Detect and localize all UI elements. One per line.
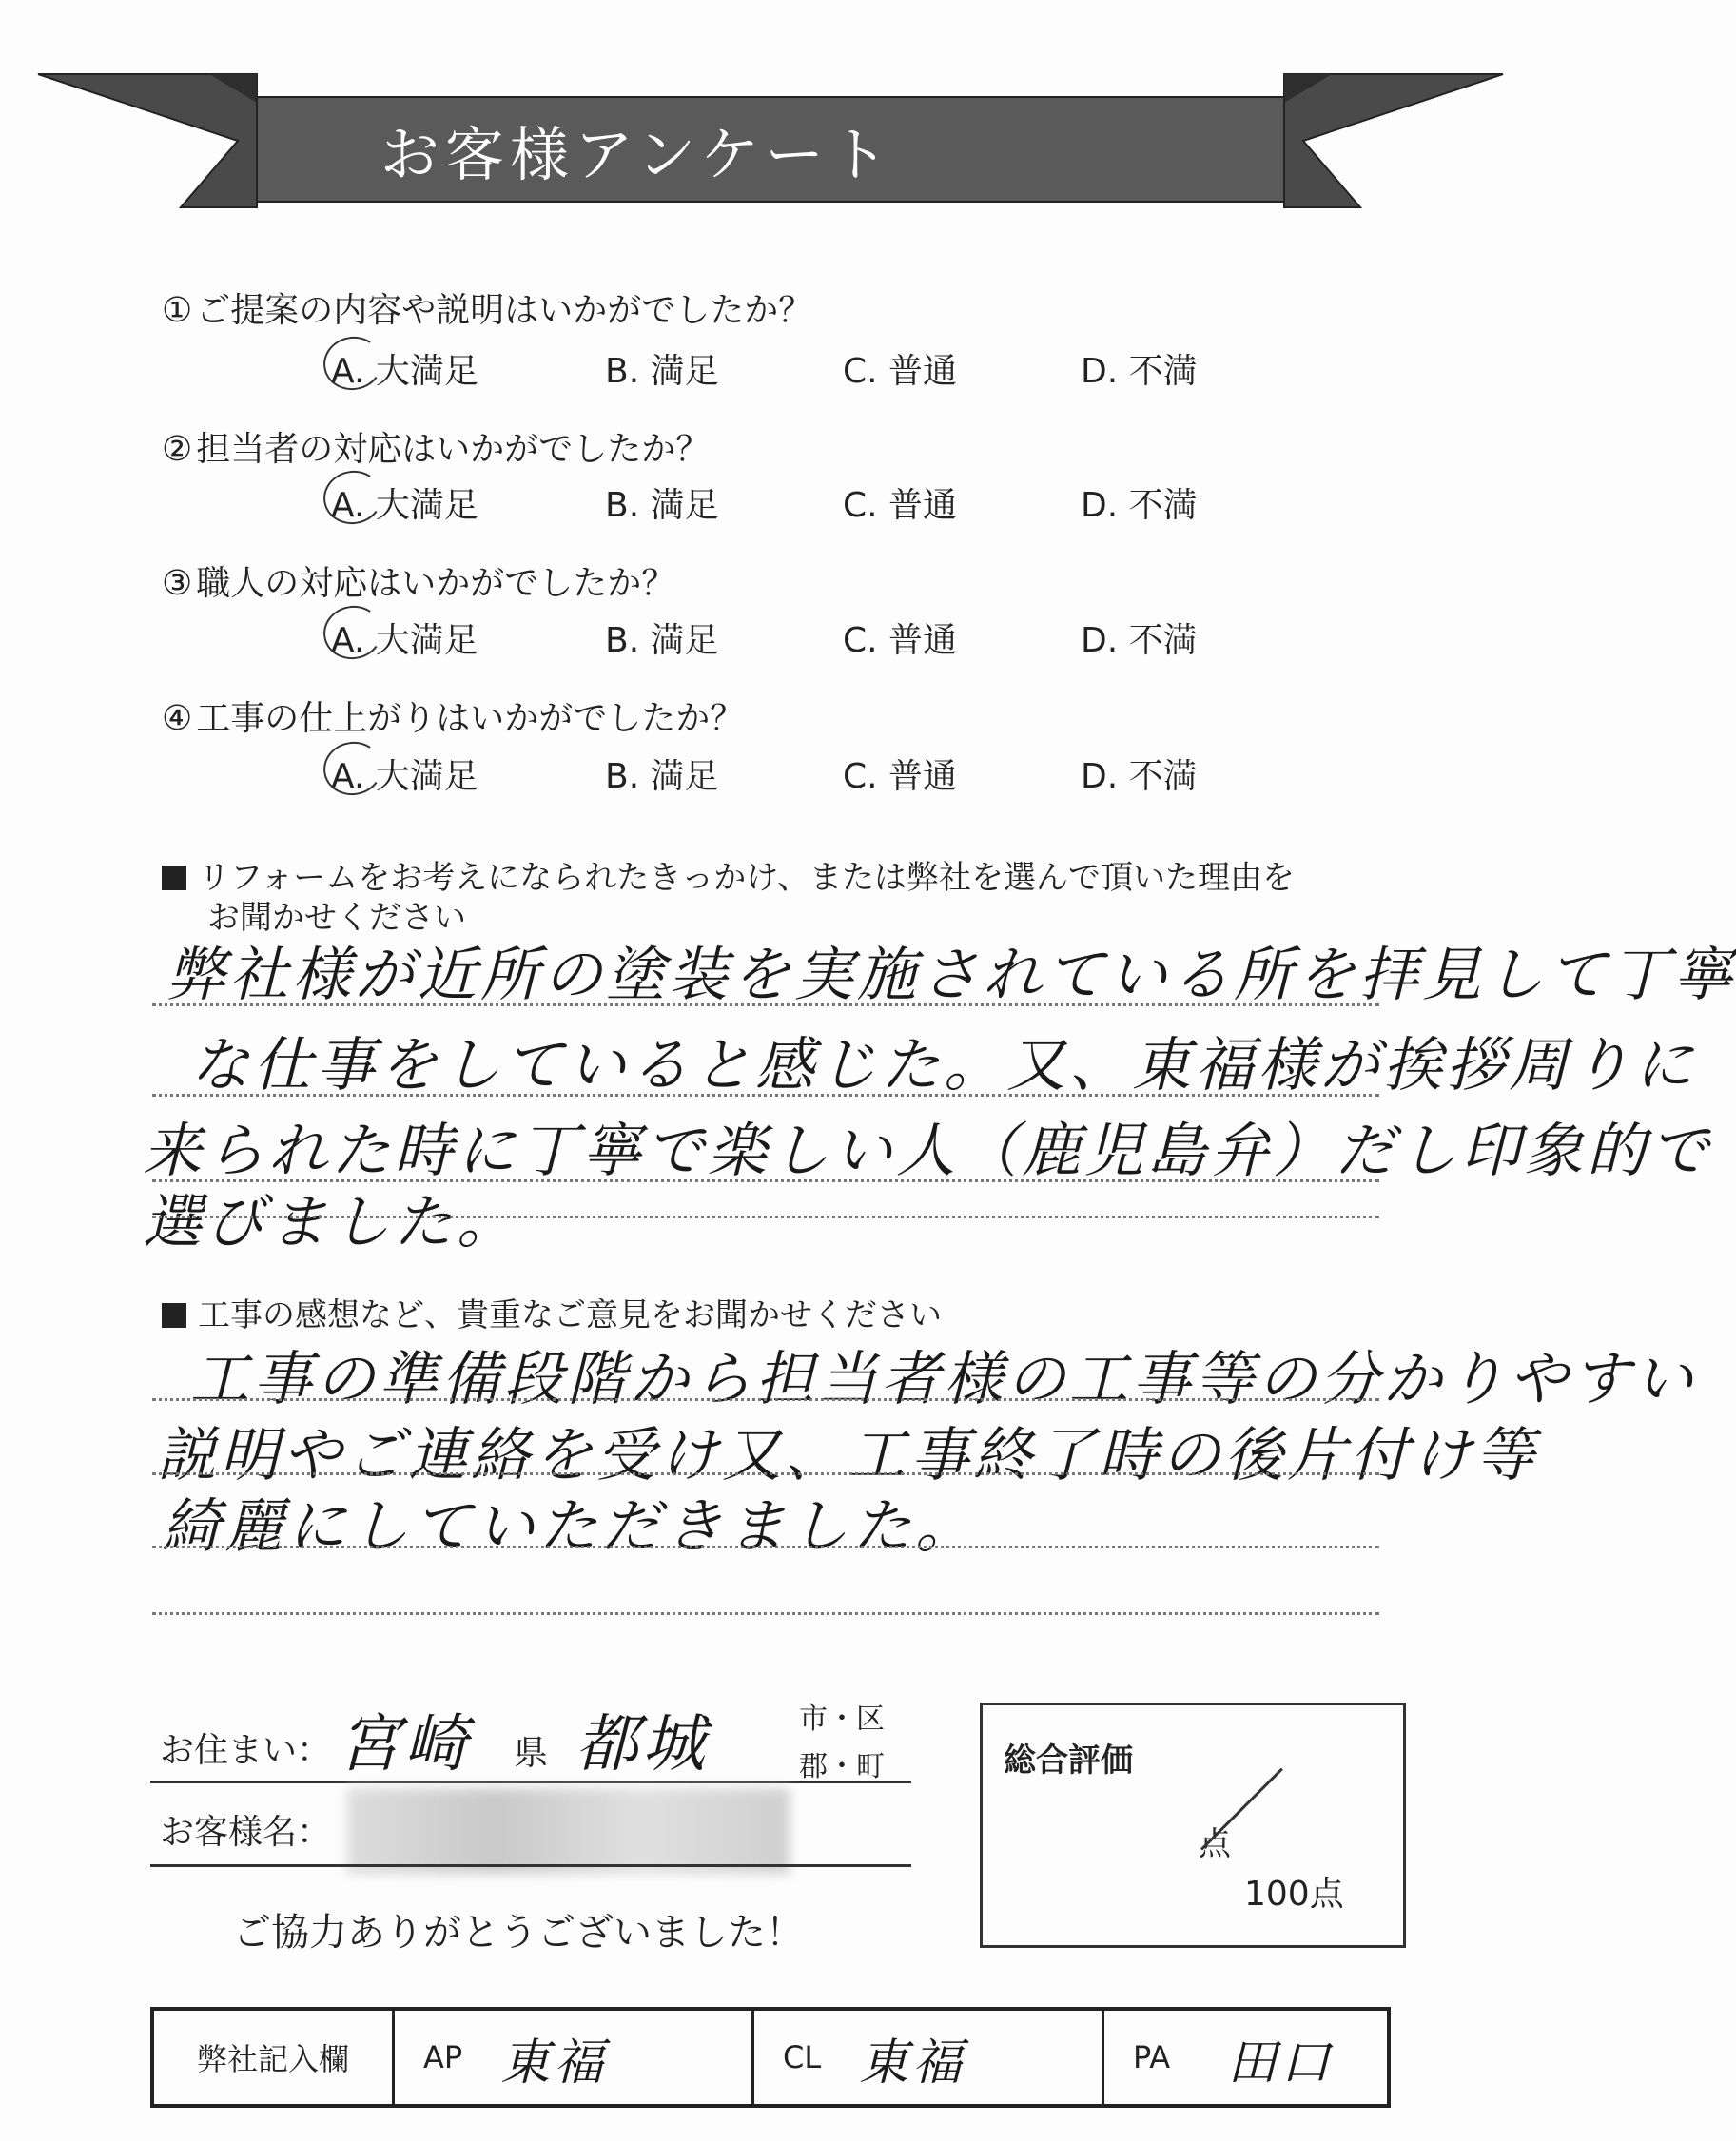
option-d[interactable]: D. 不満: [1081, 621, 1198, 660]
question-3: ③ 職人の対応はいかがでしたか？: [162, 564, 676, 603]
ruled-line: [152, 1216, 1379, 1218]
option-d[interactable]: D. 不満: [1081, 486, 1198, 525]
ruled-line: [152, 1003, 1379, 1006]
underline: [150, 1864, 911, 1867]
answer-2-line-1[interactable]: 工事の準備段階から担当者様の工事等の分かりやすい: [190, 1344, 1698, 1413]
option-c[interactable]: C. 普通: [843, 621, 958, 660]
score-max: 100点: [1244, 1875, 1344, 1914]
slash-divider: [1200, 1768, 1283, 1851]
option-b[interactable]: B. 満足: [605, 352, 719, 391]
ruled-line: [152, 1094, 1379, 1097]
answer-1-line-2[interactable]: な仕事をしていると感じた。又、東福様が挨拶周りに: [190, 1030, 1698, 1100]
city-value[interactable]: 都城: [575, 1707, 709, 1781]
redacted-name: [347, 1788, 790, 1874]
option-a-selected[interactable]: A. 大満足: [331, 344, 478, 393]
thanks-message: ご協力ありがとうございました！: [233, 1911, 804, 1955]
cl-cell: [754, 2011, 1104, 2104]
ruled-line: [152, 1546, 1379, 1548]
address-label: お住まい：: [160, 1731, 332, 1770]
cl-label: CL: [783, 2039, 822, 2075]
ruled-line: [152, 1398, 1379, 1401]
office-label: 弊社記入欄: [154, 2011, 395, 2104]
question-4: ④ 工事の仕上がりはいかがでしたか？: [162, 699, 745, 738]
ap-cell: [395, 2011, 754, 2104]
option-a-selected[interactable]: A. 大満足: [331, 613, 478, 662]
score-unit: 点: [1199, 1825, 1231, 1863]
ruled-line: [152, 1472, 1379, 1475]
ruled-line: [152, 1612, 1379, 1615]
question-1: ① ご提案の内容や説明はいかがでしたか？: [162, 291, 813, 330]
answer-1-line-3[interactable]: 来られた時に丁寧で楽しい人（鹿児島弁）だし印象的で: [143, 1116, 1713, 1185]
pa-cell: [1104, 2011, 1387, 2104]
cl-value[interactable]: 東福: [859, 2034, 966, 2092]
pa-value[interactable]: 田口: [1227, 2034, 1335, 2092]
score-title: 総合評価: [1004, 1742, 1133, 1780]
option-d[interactable]: D. 不満: [1081, 757, 1198, 796]
option-c[interactable]: C. 普通: [843, 757, 958, 796]
score-box: [980, 1703, 1406, 1948]
question-2: ② 担当者の対応はいかがでしたか？: [162, 430, 711, 469]
prefecture-suffix: 県: [514, 1734, 549, 1773]
answer-2-line-2[interactable]: 説明やご連絡を受け又、工事終了時の後片付け等: [157, 1420, 1539, 1489]
ap-label: AP: [423, 2039, 463, 2075]
answer-1-line-1[interactable]: 弊社様が近所の塗装を実施されている所を拝見して丁寧: [166, 940, 1736, 1009]
ap-value[interactable]: 東福: [500, 2034, 608, 2092]
answer-1-line-4[interactable]: 選びました。: [143, 1187, 520, 1256]
city-suffix-2: 郡・町: [799, 1750, 885, 1783]
option-b[interactable]: B. 満足: [605, 757, 719, 796]
section-2-heading: 工事の感想など、貴重なご意見をお聞かせください: [162, 1289, 942, 1335]
option-a-selected[interactable]: A. 大満足: [331, 749, 478, 798]
underline: [150, 1781, 911, 1783]
office-use-table: [150, 2007, 1391, 2108]
option-b[interactable]: B. 満足: [605, 621, 719, 660]
prefecture-value[interactable]: 宮崎: [338, 1707, 471, 1781]
option-c[interactable]: C. 普通: [843, 486, 958, 525]
pa-label: PA: [1133, 2039, 1171, 2075]
option-a-selected[interactable]: A. 大満足: [331, 478, 478, 527]
option-b[interactable]: B. 満足: [605, 486, 719, 525]
page-title: お客様アンケート: [380, 119, 895, 189]
square-bullet-icon: [162, 1303, 186, 1328]
answer-2-line-3[interactable]: 綺麗にしていただきました。: [162, 1491, 979, 1561]
option-c[interactable]: C. 普通: [843, 352, 958, 391]
option-d[interactable]: D. 不満: [1081, 352, 1198, 391]
customer-name-label: お客様名：: [160, 1813, 332, 1852]
section-1-heading: リフォームをお考えになられたきっかけ、または弊社を選んで頂いた理由を: [162, 851, 1295, 898]
city-suffix-1: 市・区: [799, 1703, 885, 1736]
square-bullet-icon: [162, 866, 186, 890]
section-1-heading-2: お聞かせください: [207, 899, 466, 937]
